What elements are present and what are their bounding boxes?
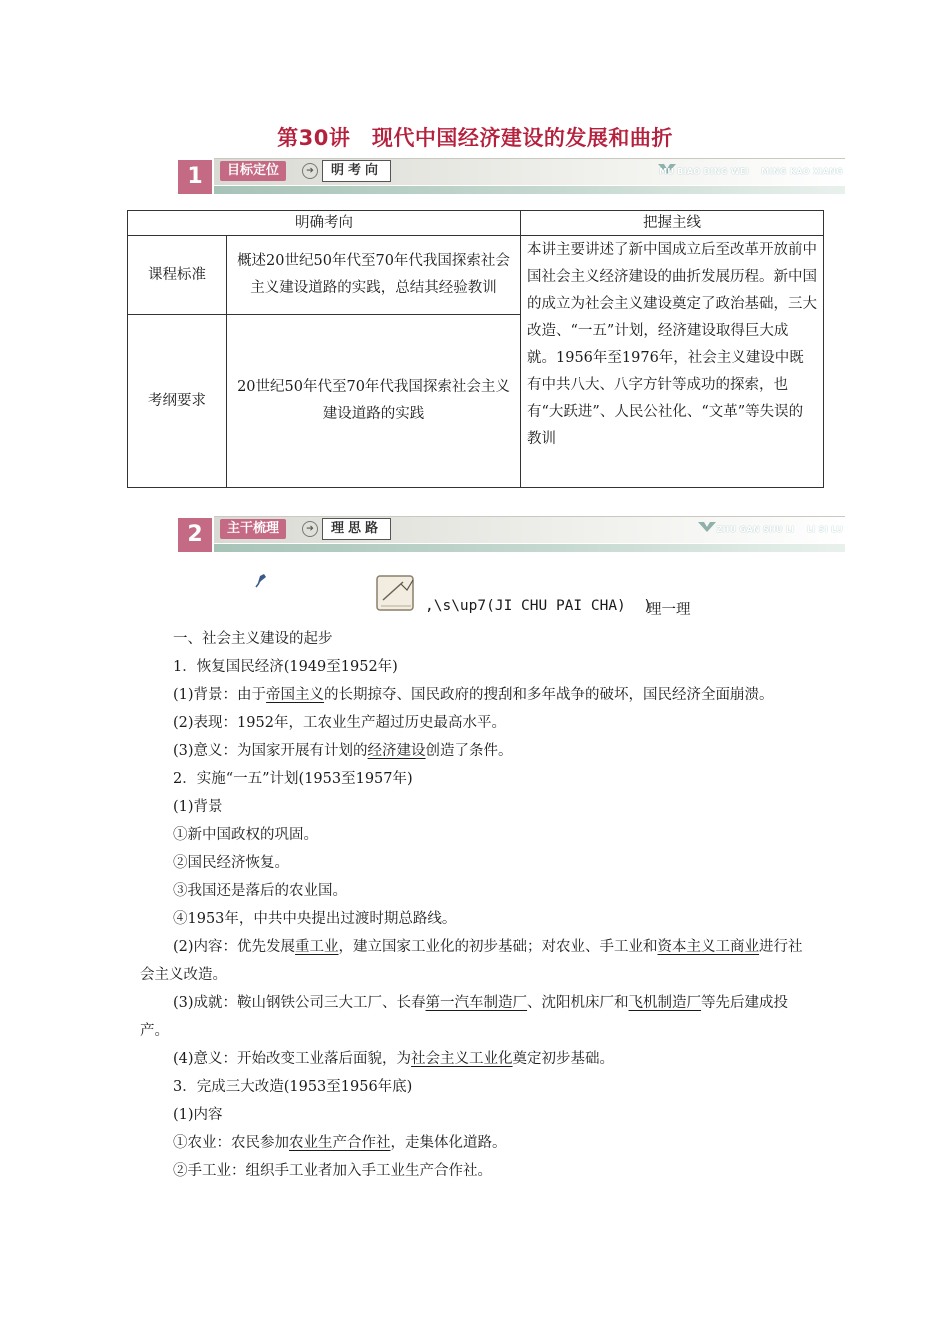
list-item: ②国民经济恢复。 [173, 855, 289, 871]
arrow-circle-icon: ➔ [302, 521, 318, 537]
section-tag: 主干梳理 [220, 519, 286, 539]
table-head-left: 明确考向 [128, 211, 521, 236]
text: 、沈阳机床厂和 [527, 995, 629, 1011]
underlined-term: 飞机制造厂 [628, 995, 702, 1011]
underlined-term: 重工业 [295, 939, 339, 955]
para-bg-title: (1)背景 [173, 799, 223, 815]
banner-underline [214, 186, 845, 194]
para-content [140, 933, 812, 989]
heading-1: 一、社会主义建设的起步 [173, 631, 333, 647]
underlined-term: 社会主义工业化 [411, 1051, 513, 1067]
section-tag: 目标定位 [220, 161, 286, 181]
section-subtag: 理思路 [322, 518, 391, 540]
text: ，走集体化道路。 [390, 1135, 507, 1151]
text: 等先后建成投产。 [140, 995, 789, 1039]
mainline-text: 本讲主要讲述了新中国成立后至改革开放前中国社会主义经济建设的曲折发展历程。新中国的成立为社会主义建设奠定了政治基础，三大改造、“一五”计划，经济建设取得巨大成就。1956年至1976年，社会主义建设中既有中共八大、八字方针等成功的探索，也有“大跃进”、人民公社化、“文革”等失误的教训 [521, 236, 824, 488]
para-significance-2 [140, 1045, 812, 1073]
section-number: 1 [178, 160, 212, 194]
pinyin-1: ZHU GAN SHU LI [716, 525, 795, 534]
text: 创造了条件。 [425, 743, 513, 759]
banner-pinyin [659, 167, 843, 176]
text: (4)意义：开始改变工业落后面貌，为 [173, 1051, 412, 1067]
underlined-term: 资本主义工商业 [657, 939, 760, 955]
arrow-circle-icon: ➔ [302, 163, 318, 179]
text: ，建立国家工业化的初步基础；对农业、手工业和 [338, 939, 658, 955]
banner-pinyin [717, 525, 843, 534]
review-suffix: 理一理 [647, 602, 691, 618]
underlined-term: 经济建设 [367, 743, 426, 759]
underlined-term: 帝国主义 [266, 687, 325, 703]
heading-1-1: 1．恢复国民经济(1949至1952年) [173, 659, 398, 675]
para-achievement [140, 989, 812, 1045]
goal-table [127, 210, 824, 488]
text: 进行社会主义改造。 [140, 939, 803, 983]
section-number: 2 [178, 518, 212, 552]
text: 奠定初步基础。 [512, 1051, 615, 1067]
para-background [140, 681, 812, 709]
underlined-term: 农业生产合作社 [289, 1135, 391, 1151]
text: ①农业：农民参加 [173, 1135, 289, 1151]
text: (2)内容：优先发展 [173, 939, 296, 955]
main-content [140, 625, 812, 1185]
list-item [140, 1129, 812, 1157]
para-content-title: (1)内容 [173, 1107, 223, 1123]
table-head-right: 把握主线 [521, 211, 824, 236]
section-banner-main [178, 516, 845, 552]
page-title: 第30讲 现代中国经济建设的发展和曲折 [277, 126, 673, 150]
text: 的长期掠夺、国民政府的搜刮和多年战争的破坏，国民经济全面崩溃。 [324, 687, 774, 703]
section-banner-goal [178, 158, 845, 194]
text: (1)背景：由于 [173, 687, 267, 703]
list-item: ①新中国政权的巩固。 [173, 827, 318, 843]
list-item: ④1953年，中共中央提出过渡时期总路线。 [173, 911, 457, 927]
heading-1-3: 3．完成三大改造(1953至1956年底) [173, 1079, 413, 1095]
pinyin-1: MU BIAO DING WEI [659, 167, 749, 176]
text: (3)成就：鞍山钢铁公司三大工厂、长春 [173, 995, 426, 1011]
banner-underline [214, 544, 845, 552]
heading-1-2: 2．实施“一五”计划(1953至1957年) [173, 771, 413, 787]
pinyin-2: MING KAO XIANG [761, 167, 843, 176]
review-code-text: ,\s\up7(JI CHU PAI CHA) ) [425, 598, 652, 614]
para-performance: (2)表现：1952年，工农业生产超过历史最高水平。 [173, 715, 506, 731]
list-item: ③我国还是落后的农业国。 [173, 883, 347, 899]
notepad-icon [373, 570, 421, 614]
para-significance [140, 737, 812, 765]
section-subtag: 明考向 [322, 160, 391, 182]
pinyin-2: LI SI LU [806, 525, 843, 534]
row-text-syllabus: 20世纪50年代至70年代我国探索社会主义建设道路的实践 [227, 315, 521, 488]
wing-logo-icon [698, 520, 716, 534]
pen-icon [255, 572, 269, 588]
text: (3)意义：为国家开展有计划的 [173, 743, 368, 759]
list-item: ②手工业：组织手工业者加入手工业生产合作社。 [173, 1163, 492, 1179]
review-heading [255, 570, 815, 620]
row-label-standard: 课程标准 [128, 236, 227, 315]
row-text-standard: 概述20世纪50年代至70年代我国探索社会主义建设道路的实践，总结其经验教训 [227, 236, 521, 315]
underlined-term: 第一汽车制造厂 [425, 995, 528, 1011]
row-label-syllabus: 考纲要求 [128, 315, 227, 488]
